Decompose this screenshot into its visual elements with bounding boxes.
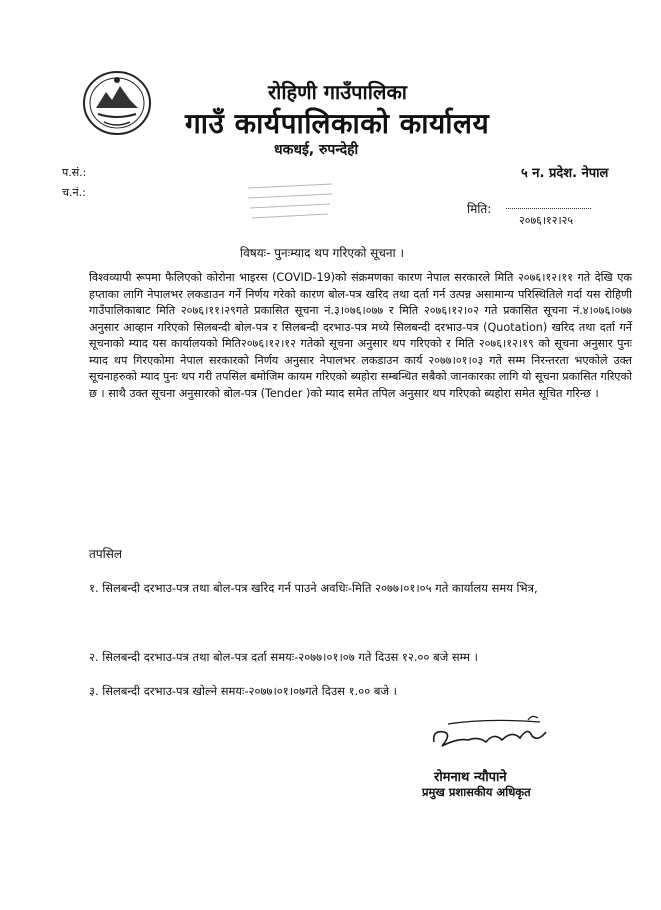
government-emblem-icon bbox=[82, 70, 152, 136]
list-item: ३. सिलबन्दी दरभाउ-पत्र खोल्ने समयः-२०७७।०१।०७गते दिउस १.०० बजे । bbox=[89, 684, 397, 698]
dispatch-number-label: च.नं.: bbox=[62, 186, 86, 199]
list-item: १. सिलबन्दी दरभाउ-पत्र तथा बोल-पत्र खरिद गर्न पाउने अवधिः-मिति २०७७।०१।०५ गते कार्यालय समय भित्र, bbox=[89, 581, 538, 595]
office-address: धकधई, रुपन्देही bbox=[274, 142, 359, 158]
date-label: मिति: bbox=[467, 202, 492, 216]
notice-paragraph: विश्वव्यापी रूपमा फैलिएको कोरोना भाइरस (COVID-19)को संक्रमणका कारण नेपाल सरकारले मिति २०७६।१२।११ गते देखि एक हप्ताका लागि नेपालभर लकडाउन गर्ने निर्णय गरेको कारण बोल-पत्र खरिद तथा दर्ता गर्न उत्पन्न असामान्य परिस्थितिले गर्दा यस रोहिणी गाउँपालिकाबाट मिति २०७६।११।२९गते प्रकासित सूचना नं.३।०७६।०७७ र मिति २०७६।१२।०२ गते प्रकासित सूचना नं.४।०७६।०७७ अनुसार आव्हान गरिएको सिलबन्दी बोल-पत्र र सिलबन्दी दरभाउ-पत्र मध्ये सिलबन्दी दरभाउ-पत्र (Quotation) खरिद तथा दर्ता गर्ने सूचनाको म्याद यस कार्यालयको मिति२०७६।१२।१२ गतेको सूचना अनुसार थप गरिएको र मिति २०७६।१२।१९ को सूचना अनुसार पुनः म्याद थप गिरएकोमा नेपाल सरकारको निर्णय अनुसार नेपालभर लकडाउन कार्य २०७७।०१।०३ गते सम्म निरन्तरता भएकोले उक्त सूचनाहरुको म्याद पुनः थप गरी तपसिल बमोजिम कायम गरिएको ब्यहोरा सम्बन्धित सबैको जानकारका लागि यो सूचना प्रकासित गरिएको छ । साथै उक्त सूचना अनुसारको बोल-पत्र (Tender )को म्याद समेत तपिल अनुसार थप गरिएको ब्यहोरा समेत सूचित गरिन्छ । bbox=[89, 271, 632, 400]
tapsil-heading: तपसिल bbox=[89, 547, 123, 561]
municipality-name: रोहिणी गाउँपालिका bbox=[268, 80, 407, 104]
list-item: २. सिलबन्दी दरभाउ-पत्र तथा बोल-पत्र दर्ता समयः-२०७७।०१।०७ गते दिउस १२.०० बजे सम्म । bbox=[89, 650, 479, 664]
signature-icon bbox=[428, 712, 553, 760]
province-name: ५ न. प्रदेश. नेपाल bbox=[521, 166, 609, 181]
subject-line: विषयः- पुनःम्याद थप गरिएको सूचना । bbox=[240, 246, 405, 260]
date-dotted-line bbox=[506, 198, 591, 209]
office-stamp-icon bbox=[240, 170, 340, 230]
date-value: २०७६।१२।२५ bbox=[519, 214, 574, 227]
signatory-name: रोमनाथ न्यौपाने bbox=[434, 770, 507, 785]
signatory-designation: प्रमुख प्रशासकीय अधिकृत bbox=[422, 785, 531, 799]
notice-body bbox=[89, 270, 632, 402]
office-name: गाउँ कार्यपालिकाको कार्यालय bbox=[185, 107, 490, 140]
letter-number-label: प.सं.: bbox=[62, 166, 87, 179]
